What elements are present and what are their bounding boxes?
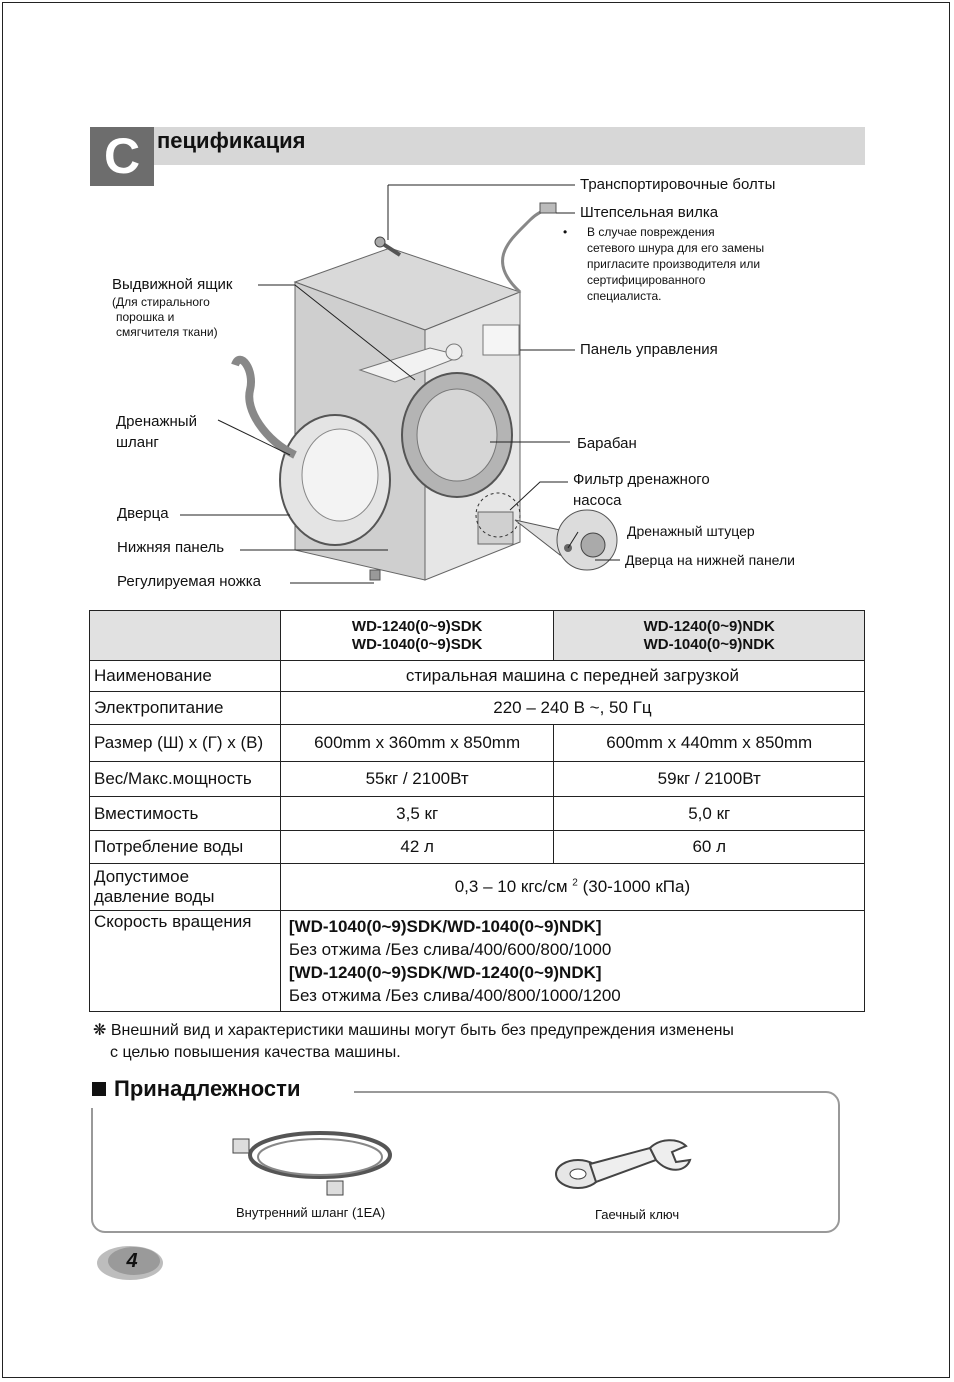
square-bullet-icon — [92, 1082, 106, 1096]
accessory-label-wrench: Гаечный ключ — [595, 1207, 680, 1222]
label-drain-plug: Дренажный штуцер — [627, 523, 755, 539]
plug-note-line: специалиста. — [587, 289, 662, 303]
row-value: 59кг / 2100Вт — [554, 762, 865, 797]
pressure-unit-exponent: 2 — [572, 877, 578, 889]
drawer-note-line: (Для стирального — [112, 295, 210, 309]
label-adjustable-foot: Регулируемая ножка — [117, 573, 261, 590]
row-label-line: давление воды — [94, 887, 215, 906]
plug-note-line: сертифицированного — [587, 273, 706, 287]
table-header-empty — [90, 611, 281, 661]
note-line: Внешний вид и характеристики машины могут быть без предупреждения изменены — [110, 1022, 734, 1039]
page-number: 4 — [126, 1250, 138, 1272]
row-value — [280, 911, 864, 1012]
label-drain-hose: шланг — [116, 434, 159, 451]
table-row — [90, 725, 865, 762]
drawer-note-line: смягчителя ткани) — [116, 325, 218, 339]
label-plug: Штепсельная вилка — [580, 204, 719, 221]
drawer-note-line: порошка и — [116, 310, 175, 324]
table-row — [90, 797, 865, 831]
accessories-title — [92, 1076, 300, 1102]
label-control-panel: Панель управления — [580, 341, 718, 358]
row-label: Скорость вращения — [90, 911, 281, 1012]
spin-models-line: [WD-1240(0~9)SDK/WD-1240(0~9)NDK] — [288, 963, 602, 982]
accessories-box — [91, 1091, 840, 1233]
row-value: 55кг / 2100Вт — [280, 762, 554, 797]
label-drum: Барабан — [577, 435, 637, 452]
table-row — [90, 864, 865, 911]
table-row — [90, 762, 865, 797]
pressure-value-tail: (30-1000 кПа) — [577, 877, 691, 896]
row-value: 600mm x 360mm x 850mm — [280, 725, 554, 762]
row-value: 60 л — [554, 831, 865, 864]
header-initial-letter: С — [90, 127, 154, 186]
row-label: Потребление воды — [90, 831, 281, 864]
table-row — [90, 661, 865, 692]
table-row — [90, 692, 865, 725]
model-name: WD-1040(0~9)SDK — [351, 635, 483, 653]
row-label — [90, 864, 281, 911]
spin-speeds-line: Без отжима /Без слива/400/600/800/1000 — [288, 940, 612, 959]
spin-speeds-line: Без отжима /Без слива/400/800/1000/1200 — [288, 986, 621, 1005]
row-label: Наименование — [90, 661, 281, 692]
table-header-sdk — [280, 611, 554, 661]
row-value: стиральная машина с передней загрузкой — [280, 661, 864, 692]
plug-note-bullet: • — [563, 225, 568, 239]
specification-table — [89, 610, 865, 1012]
row-value — [280, 864, 864, 911]
label-pump-filter: насоса — [573, 492, 622, 509]
note-line: с целью повышения качества машины. — [110, 1044, 401, 1061]
plug-note-line: сетевого шнура для его замены — [587, 241, 765, 255]
table-header-ndk — [554, 611, 865, 661]
washing-machine-diagram — [90, 170, 870, 600]
label-door: Дверца — [117, 505, 169, 522]
row-value: 3,5 кг — [280, 797, 554, 831]
accessories-title-text: Принадлежности — [114, 1076, 301, 1101]
row-label: Размер (Ш) x (Г) x (В) — [90, 725, 281, 762]
row-label: Вместимость — [90, 797, 281, 831]
wrench-icon — [550, 1130, 695, 1195]
table-row — [90, 911, 865, 1012]
row-label: Электропитание — [90, 692, 281, 725]
label-drain-hose: Дренажный — [116, 413, 197, 430]
model-name: WD-1040(0~9)NDK — [643, 635, 775, 653]
model-name: WD-1240(0~9)SDK — [351, 617, 483, 635]
accessory-label-hose: Внутренний шланг (1EA) — [236, 1205, 386, 1220]
label-lower-panel: Нижняя панель — [117, 539, 225, 556]
plug-note-line: В случае повреждения — [587, 225, 715, 239]
table-header-row — [90, 611, 865, 661]
label-pump-filter: Фильтр дренажного — [573, 471, 710, 488]
row-value: 5,0 кг — [554, 797, 865, 831]
change-notice — [93, 1020, 734, 1064]
row-value: 600mm x 440mm x 850mm — [554, 725, 865, 762]
label-transport-bolts: Транспортировочные болты — [580, 176, 776, 193]
row-label: Вес/Макс.мощность — [90, 762, 281, 797]
note-symbol: ❋ — [93, 1022, 107, 1039]
pressure-value: 0,3 – 10 кгс/см — [454, 877, 568, 896]
page-title: пецификация — [157, 128, 306, 153]
label-lower-panel-door: Дверца на нижней панели — [625, 552, 795, 568]
row-value: 42 л — [280, 831, 554, 864]
row-value: 220 – 240 В ~, 50 Гц — [280, 692, 864, 725]
plug-note-line: пригласите производителя или — [587, 257, 761, 271]
label-drawer: Выдвижной ящик — [112, 276, 233, 293]
spin-models-line: [WD-1040(0~9)SDK/WD-1040(0~9)NDK] — [288, 917, 602, 936]
row-label-line: Допустимое — [94, 867, 190, 886]
inner-hose-icon — [225, 1115, 405, 1205]
table-row — [90, 831, 865, 864]
model-name: WD-1240(0~9)NDK — [643, 617, 775, 635]
